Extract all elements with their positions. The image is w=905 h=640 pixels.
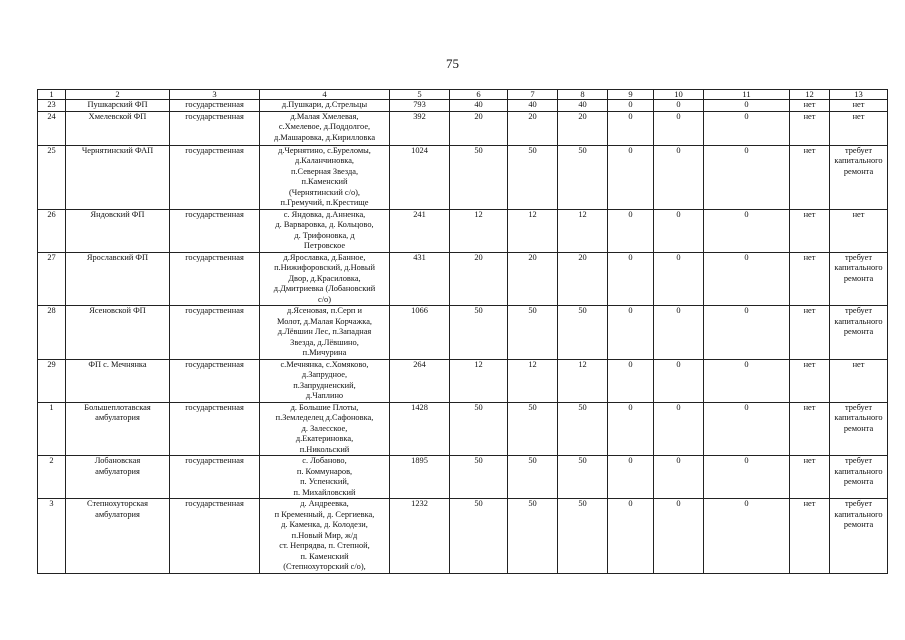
- page-number: 75: [446, 56, 459, 71]
- column-header: 2: [66, 90, 170, 100]
- facility-name: [66, 252, 170, 306]
- cell-c11: 0: [704, 111, 790, 145]
- ownership-type: [170, 499, 260, 574]
- cell-c11: 0: [704, 100, 790, 112]
- cell-line: д.Пушкари, д.Стрельцы: [281, 100, 368, 109]
- cell-line: п.Северная Звезда,: [290, 166, 359, 176]
- cell-line: ремонта: [843, 166, 874, 176]
- cell-c7: 50: [508, 402, 558, 456]
- cell-c7: 20: [508, 111, 558, 145]
- row-number: 26: [38, 209, 66, 252]
- cell-line: государственная: [185, 456, 244, 465]
- row-number: 27: [38, 252, 66, 306]
- column-header: 6: [450, 90, 508, 100]
- cell-c8: 50: [558, 499, 608, 574]
- cell-line: (Чернятинский с/о),: [288, 187, 361, 197]
- cell-line: д.Екатериновка,: [295, 434, 354, 443]
- cell-c12: нет: [790, 111, 830, 145]
- cell-c12: нет: [790, 402, 830, 456]
- ownership-type: [170, 306, 260, 360]
- cell-line: требует: [844, 499, 873, 508]
- cell-line: (Степнохуторский с/о),: [283, 562, 366, 571]
- cell-c9: 0: [608, 252, 654, 306]
- cell-c10: 0: [654, 402, 704, 456]
- cell-c6: 12: [450, 209, 508, 252]
- cell-c8: 50: [558, 402, 608, 456]
- cell-line: п.Гремучий, п.Крестище: [280, 198, 369, 207]
- table-row: [38, 100, 888, 112]
- cell-c7: 12: [508, 359, 558, 402]
- cell-line: д.Малая Хмелевая,: [290, 111, 359, 121]
- column-header: 5: [390, 90, 450, 100]
- ownership-type: [170, 359, 260, 402]
- cell-line: д.Ярославка, д.Банное,: [283, 252, 366, 262]
- cell-c6: 12: [450, 359, 508, 402]
- cell-c6: 50: [450, 456, 508, 499]
- cell-line: требует: [844, 456, 873, 465]
- cell-line: амбулатория: [95, 413, 140, 422]
- facility-name: [66, 359, 170, 402]
- cell-c8: 20: [558, 252, 608, 306]
- served-settlements: [260, 306, 390, 360]
- facility-name: [66, 306, 170, 360]
- row-number: 23: [38, 100, 66, 112]
- cell-c9: 0: [608, 456, 654, 499]
- cell-line: капитального: [834, 156, 883, 165]
- cell-line: ст. Непрядва, п. Степной,: [279, 541, 370, 550]
- facilities-table: [37, 89, 888, 574]
- row-number: 2: [38, 456, 66, 499]
- cell-c12: нет: [790, 100, 830, 112]
- facility-name: [66, 499, 170, 574]
- table-body: [38, 100, 888, 574]
- cell-line: Чернятинский ФАП: [81, 145, 154, 155]
- cell-line: д. Залесское,: [301, 423, 348, 433]
- facility-name: [66, 111, 170, 145]
- ownership-type: [170, 209, 260, 252]
- cell-line: п Кременный, д. Сергиевка,: [274, 509, 375, 519]
- cell-c13: [830, 145, 888, 209]
- cell-line: д.Чернятино, с.Буреломы,: [278, 145, 371, 155]
- row-number: 24: [38, 111, 66, 145]
- cell-c12: нет: [790, 252, 830, 306]
- cell-c10: 0: [654, 100, 704, 112]
- cell-c13: [830, 306, 888, 360]
- cell-line: д.Машаровка, д.Кирилловка: [273, 132, 376, 142]
- cell-line: государственная: [185, 145, 244, 155]
- cell-line: капитального: [834, 316, 883, 326]
- served-settlements: [260, 145, 390, 209]
- cell-line: д.Дмитриевка (Лобановский: [273, 284, 376, 293]
- cell-c5: 241: [390, 209, 450, 252]
- cell-c13: [830, 252, 888, 306]
- cell-line: п. Успенский,: [300, 477, 349, 486]
- cell-line: с/о): [317, 294, 332, 304]
- cell-line: с. Яндовка, д.Анненка,: [283, 209, 366, 219]
- cell-c11: 0: [704, 209, 790, 252]
- cell-c8: 12: [558, 209, 608, 252]
- cell-line: нет: [852, 209, 865, 219]
- cell-c8: 50: [558, 456, 608, 499]
- ownership-type: [170, 111, 260, 145]
- row-number: 28: [38, 306, 66, 360]
- cell-c13: [830, 100, 888, 112]
- served-settlements: [260, 359, 390, 402]
- cell-line: Яндовский ФП: [90, 209, 145, 219]
- cell-c11: 0: [704, 252, 790, 306]
- cell-c9: 0: [608, 306, 654, 360]
- ownership-type: [170, 252, 260, 306]
- cell-c12: нет: [790, 456, 830, 499]
- cell-c12: нет: [790, 145, 830, 209]
- cell-c13: [830, 359, 888, 402]
- cell-line: капитального: [834, 466, 883, 476]
- cell-line: требует: [844, 252, 873, 262]
- cell-c9: 0: [608, 209, 654, 252]
- column-header: 9: [608, 90, 654, 100]
- cell-line: требует: [844, 306, 873, 315]
- cell-line: капитального: [834, 509, 883, 519]
- cell-line: ФП с. Мечнянка: [88, 359, 147, 369]
- cell-line: д. Большие Плоты,: [290, 402, 359, 412]
- cell-c10: 0: [654, 252, 704, 306]
- cell-c8: 50: [558, 145, 608, 209]
- cell-c5: 1895: [390, 456, 450, 499]
- table-row: [38, 402, 888, 456]
- cell-line: п.Нижифоровский, д.Новый: [274, 263, 375, 272]
- cell-line: Большеплотавская: [84, 402, 151, 412]
- cell-c7: 50: [508, 456, 558, 499]
- cell-line: ремонта: [843, 327, 874, 336]
- table-row: [38, 209, 888, 252]
- cell-c10: 0: [654, 456, 704, 499]
- cell-line: Лобановская: [94, 456, 141, 465]
- cell-c5: 1232: [390, 499, 450, 574]
- cell-c6: 50: [450, 306, 508, 360]
- ownership-type: [170, 100, 260, 112]
- cell-c6: 50: [450, 145, 508, 209]
- table-row: [38, 145, 888, 209]
- cell-c13: [830, 209, 888, 252]
- cell-line: д. Трифоновка, д: [294, 230, 355, 240]
- cell-c8: 20: [558, 111, 608, 145]
- header-row: [38, 90, 888, 100]
- cell-line: ремонта: [843, 423, 874, 433]
- cell-line: капитального: [834, 413, 883, 422]
- served-settlements: [260, 111, 390, 145]
- ownership-type: [170, 402, 260, 456]
- cell-c5: 431: [390, 252, 450, 306]
- cell-line: д.Лёвшин Лес, п.Западная: [277, 327, 372, 336]
- cell-line: д. Андреевка,: [300, 499, 349, 508]
- table-row: [38, 456, 888, 499]
- cell-line: с. Лобаново,: [302, 456, 347, 465]
- cell-c5: 392: [390, 111, 450, 145]
- row-number: 3: [38, 499, 66, 574]
- column-header: 7: [508, 90, 558, 100]
- facility-name: [66, 456, 170, 499]
- cell-c6: 20: [450, 111, 508, 145]
- cell-line: ремонта: [843, 273, 874, 283]
- cell-line: Ясеновской ФП: [89, 306, 146, 315]
- cell-c11: 0: [704, 402, 790, 456]
- cell-line: государственная: [185, 252, 244, 262]
- column-header: 8: [558, 90, 608, 100]
- facility-name: [66, 209, 170, 252]
- cell-c10: 0: [654, 209, 704, 252]
- served-settlements: [260, 100, 390, 112]
- cell-line: п. Михайловский: [293, 487, 356, 497]
- cell-line: п. Коммунаров,: [296, 466, 353, 476]
- cell-c12: нет: [790, 499, 830, 574]
- facility-name: [66, 100, 170, 112]
- cell-c7: 50: [508, 145, 558, 209]
- ownership-type: [170, 456, 260, 499]
- cell-line: государственная: [185, 499, 244, 508]
- cell-line: д.Чаплино: [305, 391, 344, 400]
- cell-c9: 0: [608, 111, 654, 145]
- cell-c11: 0: [704, 499, 790, 574]
- cell-line: Степнохуторская: [86, 499, 148, 508]
- served-settlements: [260, 402, 390, 456]
- cell-line: ремонта: [843, 520, 874, 529]
- cell-c7: 12: [508, 209, 558, 252]
- cell-c8: 12: [558, 359, 608, 402]
- cell-line: п.Новый Мир, ж/д: [291, 530, 358, 540]
- cell-c5: 1066: [390, 306, 450, 360]
- cell-c10: 0: [654, 145, 704, 209]
- column-header: 1: [38, 90, 66, 100]
- cell-c5: 793: [390, 100, 450, 112]
- cell-line: п.Земледелец д.Сафоновка,: [275, 413, 374, 422]
- cell-line: государственная: [185, 306, 244, 315]
- cell-c6: 50: [450, 402, 508, 456]
- cell-line: Пушкарский ФП: [87, 100, 148, 109]
- cell-c7: 40: [508, 100, 558, 112]
- cell-line: п.Запрудненский,: [293, 380, 356, 390]
- cell-line: п.Каменский: [301, 177, 348, 186]
- cell-line: д.Ясеновая, п.Серп и: [287, 306, 362, 315]
- cell-c9: 0: [608, 499, 654, 574]
- cell-line: амбулатория: [95, 509, 140, 519]
- cell-c12: нет: [790, 306, 830, 360]
- served-settlements: [260, 499, 390, 574]
- cell-c13: [830, 499, 888, 574]
- cell-c5: 1428: [390, 402, 450, 456]
- table-row: [38, 499, 888, 574]
- cell-line: Ярославский ФП: [86, 252, 149, 262]
- table-row: [38, 252, 888, 306]
- cell-c11: 0: [704, 456, 790, 499]
- cell-c13: [830, 111, 888, 145]
- cell-c5: 1024: [390, 145, 450, 209]
- cell-c6: 20: [450, 252, 508, 306]
- cell-c11: 0: [704, 306, 790, 360]
- cell-c12: нет: [790, 209, 830, 252]
- cell-c13: [830, 456, 888, 499]
- cell-c10: 0: [654, 306, 704, 360]
- row-number: 25: [38, 145, 66, 209]
- cell-line: д. Каменка, д. Колодези,: [281, 520, 368, 529]
- cell-c12: нет: [790, 359, 830, 402]
- cell-line: государственная: [185, 359, 244, 369]
- cell-line: Звезда, д.Лёвшино,: [290, 337, 359, 347]
- table-row: [38, 111, 888, 145]
- cell-c10: 0: [654, 359, 704, 402]
- cell-c8: 50: [558, 306, 608, 360]
- cell-line: Петровское: [303, 241, 346, 250]
- cell-line: государственная: [185, 111, 244, 121]
- table-row: [38, 306, 888, 360]
- column-header: 4: [260, 90, 390, 100]
- cell-line: государственная: [185, 402, 244, 412]
- cell-c8: 40: [558, 100, 608, 112]
- row-number: 1: [38, 402, 66, 456]
- cell-line: нет: [852, 111, 865, 121]
- served-settlements: [260, 209, 390, 252]
- cell-line: капитального: [834, 263, 883, 272]
- cell-line: д.Каланчиновка,: [294, 156, 355, 165]
- table-row: [38, 359, 888, 402]
- cell-c13: [830, 402, 888, 456]
- cell-c10: 0: [654, 111, 704, 145]
- cell-c11: 0: [704, 359, 790, 402]
- served-settlements: [260, 456, 390, 499]
- cell-c9: 0: [608, 359, 654, 402]
- cell-line: п.Мичурина: [302, 348, 347, 357]
- cell-c6: 50: [450, 499, 508, 574]
- cell-line: п. Каменский: [300, 551, 349, 561]
- cell-line: нет: [852, 100, 865, 109]
- facility-name: [66, 402, 170, 456]
- cell-c9: 0: [608, 100, 654, 112]
- cell-c6: 40: [450, 100, 508, 112]
- cell-c11: 0: [704, 145, 790, 209]
- cell-line: требует: [844, 145, 873, 155]
- cell-line: с.Хмелевое, д.Поддолгое,: [278, 122, 371, 131]
- cell-line: д. Варваровка, д. Кольцово,: [275, 220, 374, 229]
- cell-line: Двор, д.Красиловка,: [288, 273, 361, 283]
- served-settlements: [260, 252, 390, 306]
- row-number: 29: [38, 359, 66, 402]
- column-header: 11: [704, 90, 790, 100]
- cell-c5: 264: [390, 359, 450, 402]
- cell-line: п.Никольский: [299, 444, 350, 454]
- cell-line: амбулатория: [95, 466, 140, 476]
- ownership-type: [170, 145, 260, 209]
- cell-line: Хмелевской ФП: [88, 111, 147, 121]
- cell-c9: 0: [608, 145, 654, 209]
- column-header: 12: [790, 90, 830, 100]
- cell-line: нет: [852, 359, 865, 369]
- cell-c9: 0: [608, 402, 654, 456]
- column-header: 3: [170, 90, 260, 100]
- cell-line: с.Мечнянка, с.Хомяково,: [280, 359, 369, 369]
- cell-line: государственная: [185, 100, 244, 109]
- cell-c7: 20: [508, 252, 558, 306]
- cell-c10: 0: [654, 499, 704, 574]
- column-header: 10: [654, 90, 704, 100]
- cell-line: д.Запрудное,: [301, 370, 348, 379]
- cell-line: государственная: [185, 209, 244, 219]
- facility-name: [66, 145, 170, 209]
- cell-line: ремонта: [843, 477, 874, 486]
- cell-c7: 50: [508, 306, 558, 360]
- cell-c7: 50: [508, 499, 558, 574]
- column-header: 13: [830, 90, 888, 100]
- cell-line: Молот, д.Малая Корчажка,: [276, 316, 373, 326]
- cell-line: требует: [844, 402, 873, 412]
